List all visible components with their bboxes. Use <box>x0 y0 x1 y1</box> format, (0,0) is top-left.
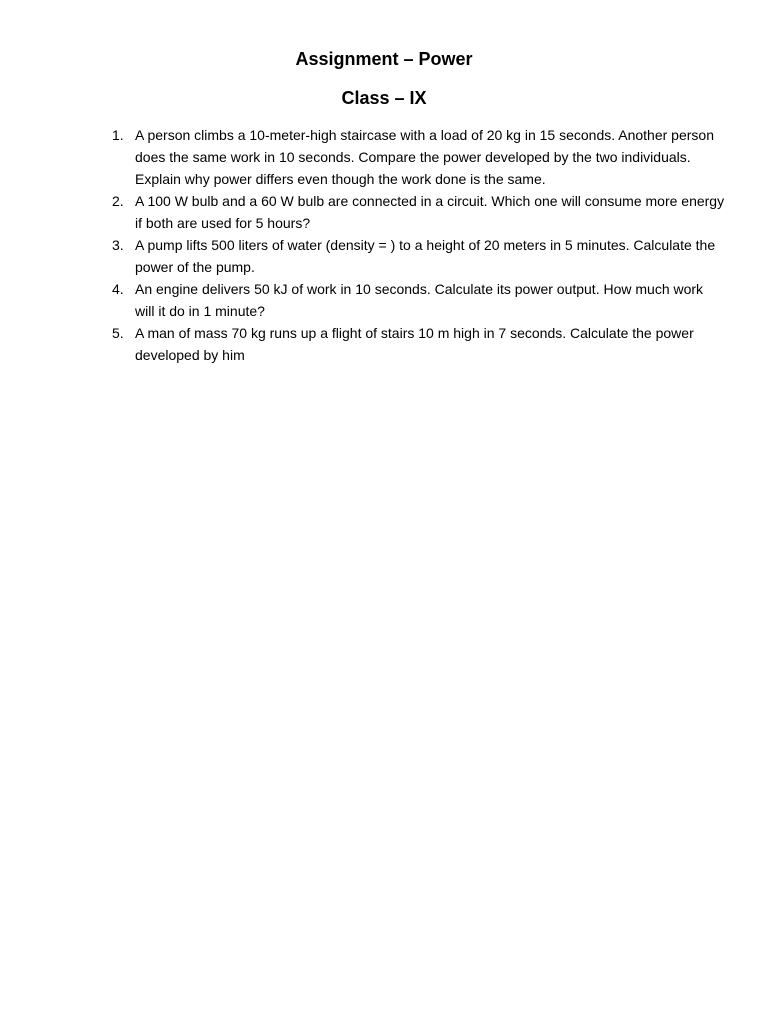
question-text: A 100 W bulb and a 60 W bulb are connected in a circuit. Which one will consume more energy if both are used for 5 hours? <box>135 193 725 231</box>
list-item <box>0 190 768 234</box>
question-number: 3. <box>112 237 124 253</box>
question-number: 1. <box>112 127 124 143</box>
question-text: A man of mass 70 kg runs up a flight of stairs 10 m high in 7 seconds. Calculate the power developed by him <box>135 325 694 363</box>
question-number: 2. <box>112 193 124 209</box>
list-item <box>0 322 768 366</box>
list-item <box>0 278 768 322</box>
list-item <box>0 124 768 190</box>
question-text: A pump lifts 500 liters of water (density = ) to a height of 20 meters in 5 minutes. Calculate the power of the pump. <box>135 237 716 275</box>
question-text: An engine delivers 50 kJ of work in 10 seconds. Calculate its power output. How much work will it do in 1 minute? <box>135 281 704 319</box>
list-item <box>0 234 768 278</box>
question-number: 4. <box>112 281 124 297</box>
question-list <box>0 124 768 366</box>
question-number: 5. <box>112 325 124 341</box>
page-title: Assignment – Power <box>295 49 473 69</box>
question-text: A person climbs a 10-meter-high staircase with a load of 20 kg in 15 seconds. Another person does the same work in 10 seconds. Compare the power developed by the two individuals. Explain why power differs even though the work done is the same. <box>135 127 714 187</box>
page-subtitle: Class – IX <box>341 88 427 108</box>
